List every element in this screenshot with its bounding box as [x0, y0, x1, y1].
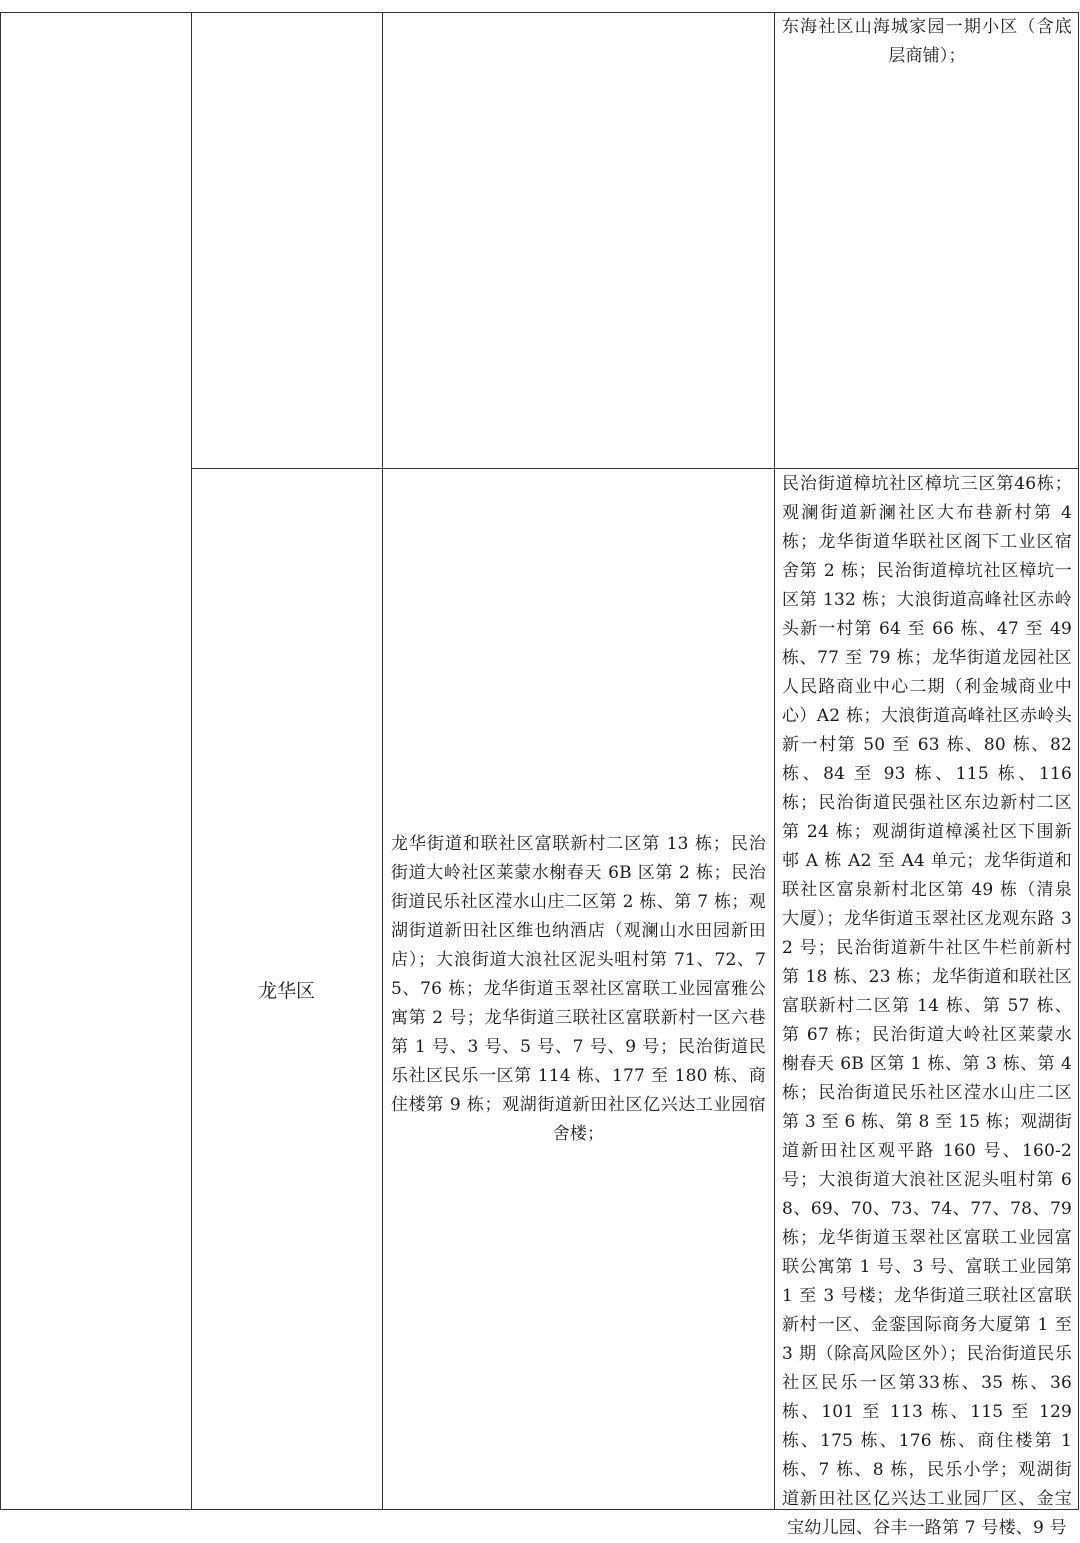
table-border-left [0, 12, 1, 1510]
data-table [0, 12, 1080, 1538]
column-divider-2 [382, 12, 383, 1510]
table-cell-right-row1: 东海社区山海城家园一期小区（含底层商铺）； [782, 17, 1072, 66]
table-cell-middle-row2: 龙华街道和联社区富联新村二区第 13 栋；民治街道大岭社区莱蒙水榭春天 6B 区第 2 栋；民治街道民乐社区滢水山庄二区第 2 栋、第 7 栋；观湖街道新田社区维也纳酒店（观澜山水田园新田店）；大浪街道大浪社区泥头咀村第 71、72、75、76 栋；龙华街道玉翠社区富联工业园富雅公寓第 2 号；龙华街道三联社区富联新村一区六巷第 1 号、3 号、5 号、7 号、9 号；民治街道民乐社区民乐一区第 114 栋、177 至 180 栋、商住楼第 9 栋；观湖街道新田社区亿兴达工业园宿舍楼； [391, 834, 766, 1144]
table-cell-right-row2: 民治街道樟坑社区樟坑三区第46栋；观澜街道新澜社区大布巷新村第 4 栋；龙华街道华联社区阁下工业区宿舍第 2 栋；民治街道樟坑社区樟坑一区第 132 栋；大浪街道高峰社区赤岭头新一村第 64 至 66 栋、47 至 49 栋、77 至 79 栋；龙华街道龙园社区人民路商业中心二期（利金城商业中心）A2 栋；大浪街道高峰社区赤岭头新一村第 50 至 63 栋、80 栋、82 栋、84 至 93 栋、115 栋、116 栋；民治街道民强社区东边新村二区第 24 栋；观湖街道樟溪社区下围新邨 A 栋 A2 至 A4 单元；龙华街道和联社区富泉新村北区第 49 栋（清泉大厦）；龙华街道玉翠社区龙观东路 32 号；民治街道新牛社区牛栏前新村第 18 栋、23 栋；龙华街道和联社区富联新村二区第 14 栋、第 57 栋、第 67 栋；民治街道大岭社区莱蒙水榭春天 6B 区第 1 栋、第 3 栋、第 4 栋；民治街道民乐社区滢水山庄二区第 3 至 6 栋、第 8 至 15 栋；观湖街道新田社区观平路 160 号、160-2 号；大浪街道大浪社区泥头咀村第 68、69、70、73、74、77、78、79 栋；龙华街道玉翠社区富联工业园富联公寓第 1 号、3 号、富联工业园第 1 至 3 号楼；龙华街道三联社区富联新村一区、金銮国际商务大厦第 1 至 3 期（除高风险区外）；民治街道民乐社区民乐一区第33栋、35 栋、36 栋、101 至 113 栋、115 至 129 栋、175 栋、176 栋、商住楼第 1 栋、7 栋、8 栋，民乐小学；观湖街道新田社区亿兴达工业园厂区、金宝宝幼儿园、谷丰一路第 7 号楼、9 号 [782, 474, 1072, 1538]
column-divider-3 [774, 12, 775, 1510]
district-name-cell: 龙华区 [257, 980, 315, 1002]
row-divider [191, 468, 1079, 469]
column-divider-1 [191, 12, 192, 1510]
table-border-right [1078, 12, 1079, 1510]
